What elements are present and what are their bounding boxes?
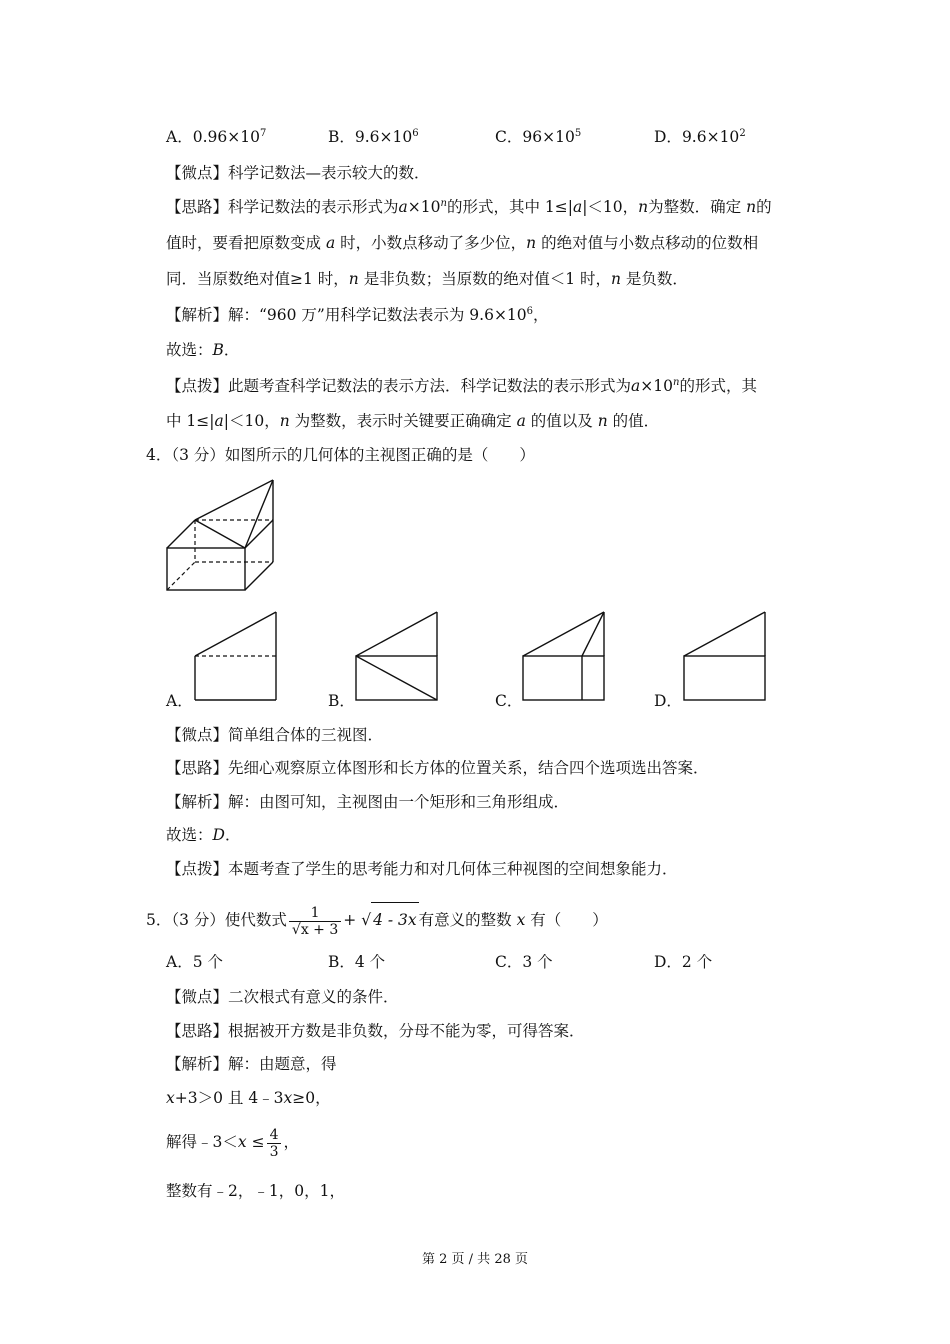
- q3-silu-line2: 值时，要看把原数变成 a 时，小数点移动了多少位，n 的绝对值与小数点移动的位数相: [166, 234, 759, 252]
- q5-condition: x+3＞0 且 4﹣3x≥0，: [166, 1089, 331, 1107]
- q5-fraction: $\frac{1}{√x + 3}$: [289, 905, 341, 938]
- q3-option-b: B．$9.6\times 10^6$: [328, 128, 419, 146]
- q4-option-c-label: C．: [495, 692, 523, 710]
- q4-weidian: 【微点】简单组合体的三视图．: [166, 726, 384, 744]
- q4-option-d-label: D．: [654, 692, 682, 710]
- q4-silu: 【思路】先细心观察原立体图形和长方体的位置关系，结合四个选项选出答案．: [166, 759, 709, 777]
- q4-answer: 故选：D．: [166, 826, 241, 844]
- q3-dianbo-line2: 中 1≤|a|＜10，n 为整数，表示时关键要正确确定 a 的值以及 n 的值．: [166, 412, 660, 430]
- q3-silu-line3: 同．当原数绝对值≥1 时，n 是非负数；当原数的绝对值＜1 时，n 是负数．: [166, 270, 688, 288]
- q4-option-a-label: A．: [166, 692, 193, 710]
- q4-dianbo: 【点拨】本题考查了学生的思考能力和对几何体三种视图的空间想象能力．: [166, 860, 678, 878]
- q5-solve: 解得﹣3＜x ≤ $\frac{4}{3}$ ，: [166, 1126, 299, 1160]
- q5-option-a: A．5 个: [166, 953, 223, 971]
- q4-option-d-figure: [679, 608, 769, 704]
- q5-option-b: B．4 个: [328, 953, 386, 971]
- q5-silu: 【思路】根据被开方数是非负数，分母不能为零，可得答案．: [166, 1022, 585, 1040]
- q5-radical: 4 - 3x: [371, 902, 419, 937]
- q4-option-c-figure: [518, 608, 608, 704]
- page-footer: 第 2 页 / 共 28 页: [422, 1252, 528, 1267]
- q3-option-c: C．$96\times 10^5$: [495, 128, 582, 146]
- q5-jiexi: 【解析】解：由题意，得: [166, 1055, 337, 1073]
- q4-option-b-figure: [351, 608, 441, 704]
- q4-option-b-label: B．: [328, 692, 355, 710]
- q4-option-a-figure: [190, 608, 280, 704]
- q3-dianbo-line1: 【点拨】此题考查科学记数法的表示方法．科学记数法的表示形式为$a\times 10^n$的形式，其: [166, 377, 757, 395]
- q4-stem: 4．（3 分）如图所示的几何体的主视图正确的是（ ）: [146, 446, 535, 464]
- q3-answer: 故选：B．: [166, 341, 240, 359]
- q5-solve-fraction: $\frac{4}{3}$: [267, 1127, 282, 1160]
- q3-silu-line1: 【思路】科学记数法的表示形式为$a\times 10^n$的形式，其中 1≤|a|＜10，n为整数．确定 n的: [166, 198, 772, 216]
- q3-option-a: A．$0.96\times 10^7$: [166, 128, 267, 146]
- q5-option-c: C．3 个: [495, 953, 553, 971]
- q4-jiexi: 【解析】解：由图可知，主视图由一个矩形和三角形组成．: [166, 793, 570, 811]
- q5-option-d: D．2 个: [654, 953, 713, 971]
- q5-weidian: 【微点】二次根式有意义的条件．: [166, 988, 399, 1006]
- q5-stem: 5．（3 分）使代数式 $\frac{1}{√x + 3}$ + √ 4 - 3x 有意义的整数 x 有（ ）: [146, 902, 608, 938]
- q3-jiexi: 【解析】解：“960 万”用科学记数法表示为 $9.6\times 10^6$，: [166, 306, 549, 324]
- q5-integers: 整数有﹣2，﹣1，0，1，: [166, 1182, 345, 1200]
- q3-weidian: 【微点】科学记数法—表示较大的数．: [166, 164, 430, 182]
- q4-solid-figure: [160, 474, 290, 596]
- q3-option-d: D．$9.6\times 10^2$: [654, 128, 746, 146]
